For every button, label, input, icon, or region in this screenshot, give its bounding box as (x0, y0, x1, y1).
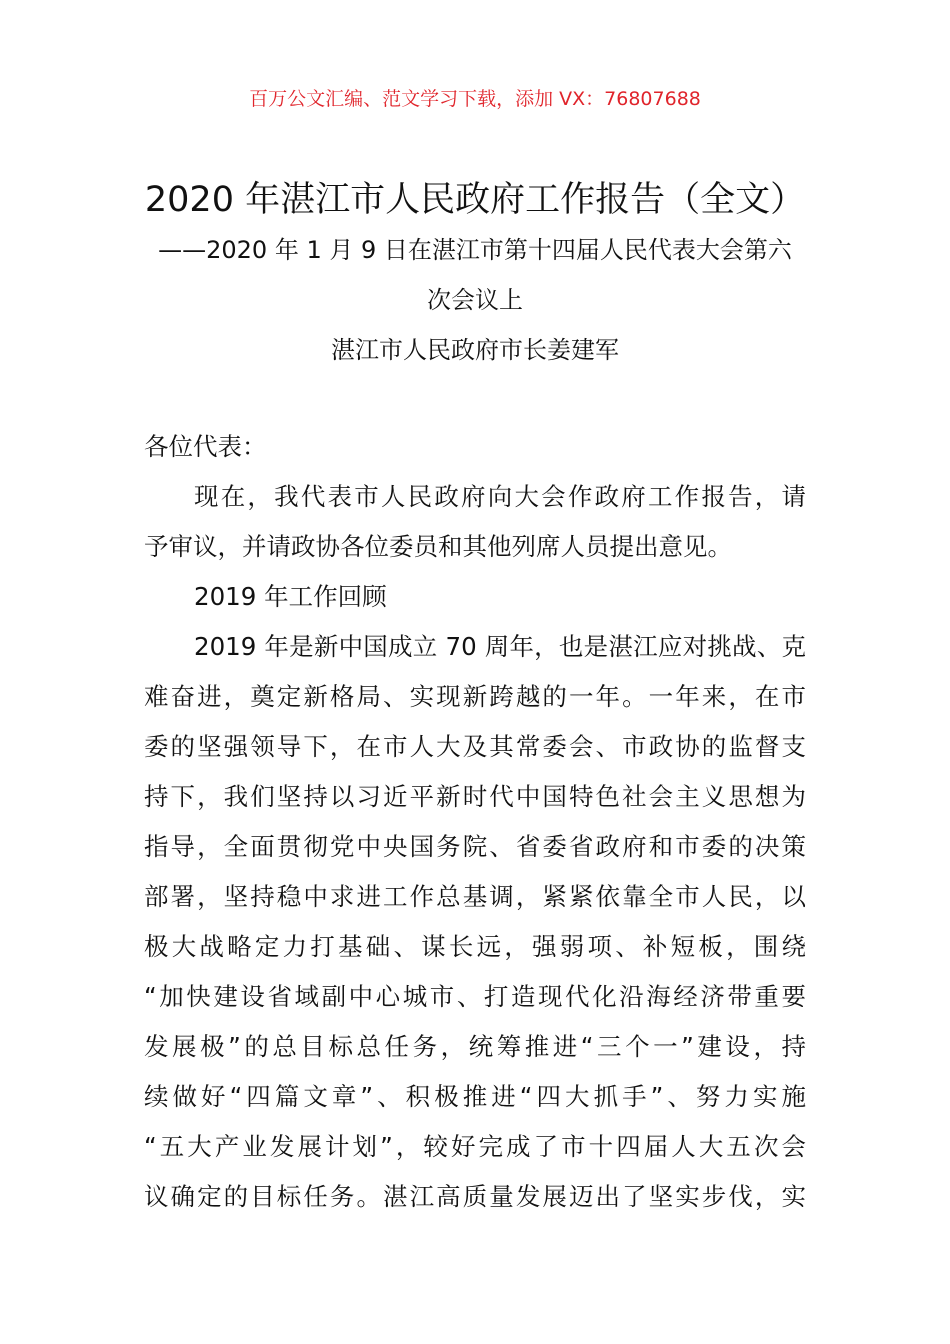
body-line: 难奋进，奠定新格局、实现新跨越的一年。一年来，在市 (144, 682, 806, 711)
salutation: 各位代表： (144, 432, 267, 461)
body-line: 发展极”的总目标总任务，统筹推进“三个一”建设，持 (144, 1032, 806, 1061)
document-title: 2020 年湛江市人民政府工作报告（全文） (144, 180, 806, 220)
body-line: 极大战略定力打基础、谋长远，强弱项、补短板，围绕 (144, 932, 806, 961)
body-line: “五大产业发展计划”，较好完成了市十四届人大五次会 (144, 1132, 806, 1161)
body-line: 持下，我们坚持以习近平新时代中国特色社会主义思想为 (144, 782, 806, 811)
subtitle-line-1: ——2020 年 1 月 9 日在湛江市第十四届人民代表大会第六 (158, 236, 792, 264)
body-line: 委的坚强领导下，在市人大及其常委会、市政协的监督支 (144, 732, 806, 761)
body-line: 议确定的目标任务。湛江高质量发展迈出了坚实步伐，实 (144, 1182, 806, 1211)
body-line: 予审议，并请政协各位委员和其他列席人员提出意见。 (144, 532, 732, 561)
body-line: 现在，我代表市人民政府向大会作政府工作报告，请 (194, 482, 806, 511)
section-heading: 2019 年工作回顾 (194, 582, 387, 611)
body-line: 指导，全面贯彻党中央国务院、省委省政府和市委的决策 (144, 832, 806, 861)
body-line: “加快建设省域副中心城市、打造现代化沿海经济带重要 (144, 982, 806, 1011)
watermark-banner: 百万公文汇编、范文学习下载，添加 VX：76807688 (249, 88, 701, 110)
body-line: 续做好“四篇文章”、积极推进“四大抓手”、努力实施 (144, 1082, 806, 1111)
body-line: 2019 年是新中国成立 70 周年，也是湛江应对挑战、克 (194, 632, 806, 661)
body-line: 部署，坚持稳中求进工作总基调，紧紧依靠全市人民，以 (144, 882, 806, 911)
subtitle-line-2: 次会议上 (427, 286, 523, 314)
author-line: 湛江市人民政府市长姜建军 (331, 336, 619, 364)
